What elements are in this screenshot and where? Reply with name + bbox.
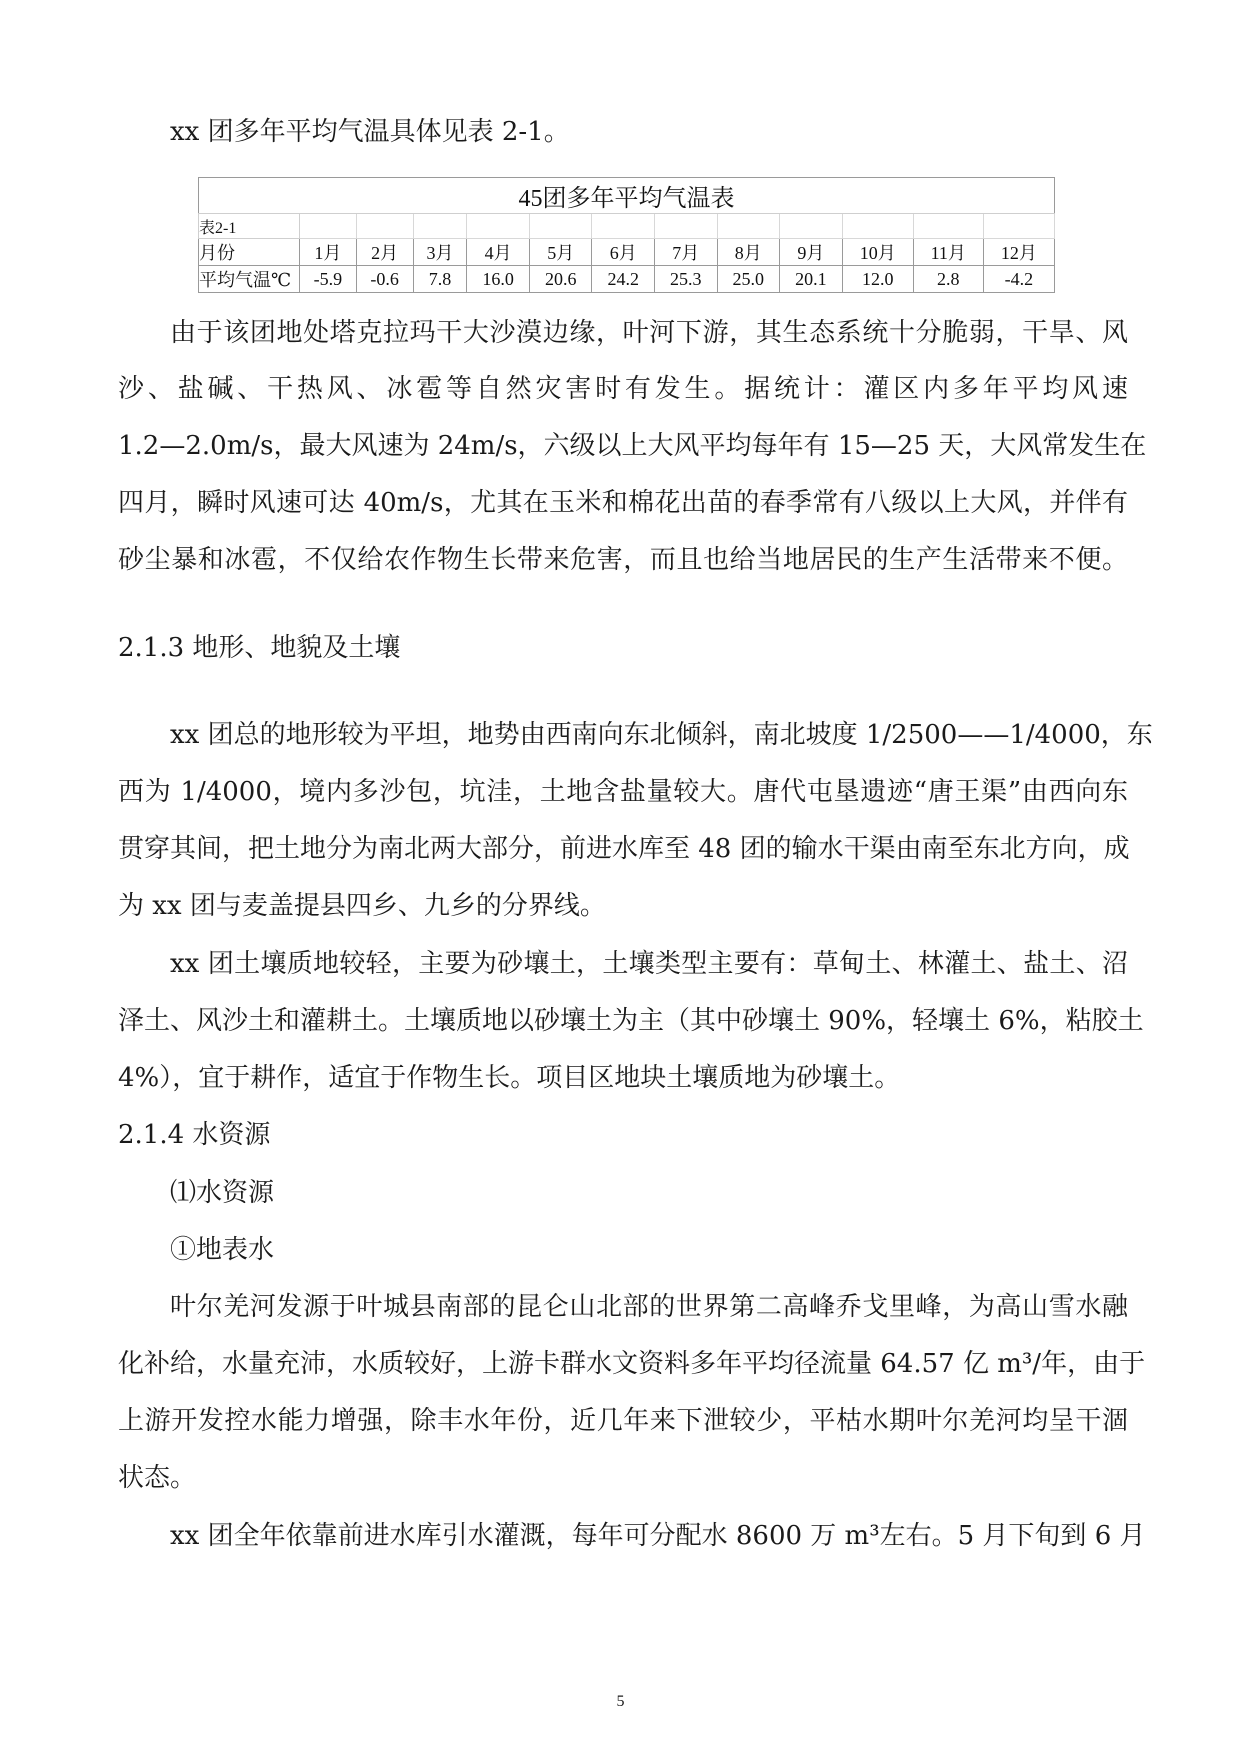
table-title: 45团多年平均气温表 (199, 178, 1055, 214)
month-cell: 4月 (467, 239, 530, 266)
paragraph-line: 泽土、风沙土和灌耕土。土壤质地以砂壤土为主（其中砂壤土 90%，轻壤土 6%，粘胶土 (118, 1006, 1144, 1036)
temperature-cell: -5.9 (300, 266, 357, 293)
paragraph-line: 上游开发控水能力增强，除丰水年份，近几年来下泄较少，平枯水期叶尔羌河均呈干涸 (118, 1406, 1128, 1436)
paragraph-line: 沙、盐碱、干热风、冰雹等自然灾害时有发生。据统计：灌区内多年平均风速 (118, 374, 1128, 404)
month-row (199, 239, 1055, 266)
table-note: 表2-1 (199, 214, 300, 239)
intro-line: xx 团多年平均气温具体见表 2-1。 (170, 117, 570, 147)
section-heading-2-1-3: 2.1.3 地形、地貌及土壤 (118, 633, 401, 663)
temperature-cell: -4.2 (983, 266, 1054, 293)
section-heading-2-1-4: 2.1.4 水资源 (118, 1120, 271, 1150)
paragraph-line: 化补给，水量充沛，水质较好，上游卡群水文资料多年平均径流量 64.57 亿 m³/年，由于 (118, 1349, 1146, 1379)
paragraph-line: xx 团全年依靠前进水库引水灌溉，每年可分配水 8600 万 m³左右。5 月下旬到 6 月 (170, 1521, 1146, 1551)
subheading-water-resources: ⑴水资源 (170, 1178, 275, 1208)
month-cell: 3月 (413, 239, 467, 266)
paragraph-line: 1.2—2.0m/s，最大风速为 24m/s，六级以上大风平均每年有 15—25 天，大风常发生在 (118, 431, 1147, 461)
month-row-label: 月份 (199, 239, 300, 266)
temperature-row-label: 平均气温℃ (199, 266, 300, 293)
temperature-cell: 20.1 (780, 266, 843, 293)
month-cell: 8月 (717, 239, 780, 266)
temperature-table (198, 177, 1055, 293)
paragraph-line: 4%），宜于耕作，适宜于作物生长。项目区地块土壤质地为砂壤土。 (118, 1063, 901, 1093)
paragraph-line: 西为 1/4000，境内多沙包，坑洼，土地含盐量较大。唐代屯垦遗迹“唐王渠”由西向东 (118, 777, 1128, 807)
paragraph-line: 贯穿其间，把土地分为南北两大部分，前进水库至 48 团的输水干渠由南至东北方向，成 (118, 834, 1130, 864)
paragraph-line: 叶尔羌河发源于叶城县南部的昆仑山北部的世界第二高峰乔戈里峰，为高山雪水融 (170, 1292, 1128, 1322)
paragraph-line: 四月，瞬时风速可达 40m/s，尤其在玉米和棉花出苗的春季常有八级以上大风，并伴有 (118, 488, 1128, 518)
month-cell: 1月 (300, 239, 357, 266)
temperature-cell: 7.8 (413, 266, 467, 293)
temperature-cell: -0.6 (356, 266, 413, 293)
temperature-cell: 25.0 (717, 266, 780, 293)
temperature-cell: 2.8 (913, 266, 983, 293)
page-number: 5 (616, 1693, 625, 1710)
month-cell: 2月 (356, 239, 413, 266)
paragraph-line: xx 团土壤质地较轻，主要为砂壤土，土壤类型主要有：草甸土、林灌土、盐土、沼 (170, 949, 1128, 979)
paragraph-line: 为 xx 团与麦盖提县四乡、九乡的分界线。 (118, 891, 606, 921)
temperature-cell: 20.6 (529, 266, 592, 293)
temperature-row (199, 266, 1055, 293)
temperature-cell: 16.0 (467, 266, 530, 293)
month-cell: 7月 (655, 239, 718, 266)
paragraph-line: 砂尘暴和冰雹，不仅给农作物生长带来危害，而且也给当地居民的生产生活带来不便。 (118, 545, 1128, 575)
month-cell: 6月 (592, 239, 655, 266)
subheading-surface-water: ①地表水 (170, 1235, 275, 1265)
month-cell: 12月 (983, 239, 1054, 266)
month-cell: 9月 (780, 239, 843, 266)
temperature-cell: 24.2 (592, 266, 655, 293)
temperature-cell: 12.0 (842, 266, 913, 293)
paragraph-line: 由于该团地处塔克拉玛干大沙漠边缘，叶河下游，其生态系统十分脆弱，干旱、风 (170, 318, 1128, 348)
paragraph-line: xx 团总的地形较为平坦，地势由西南向东北倾斜，南北坡度 1/2500——1/4000，东 (170, 720, 1153, 750)
month-cell: 10月 (842, 239, 913, 266)
temperature-cell: 25.3 (655, 266, 718, 293)
month-cell: 5月 (529, 239, 592, 266)
paragraph-line: 状态。 (118, 1463, 197, 1493)
month-cell: 11月 (913, 239, 983, 266)
